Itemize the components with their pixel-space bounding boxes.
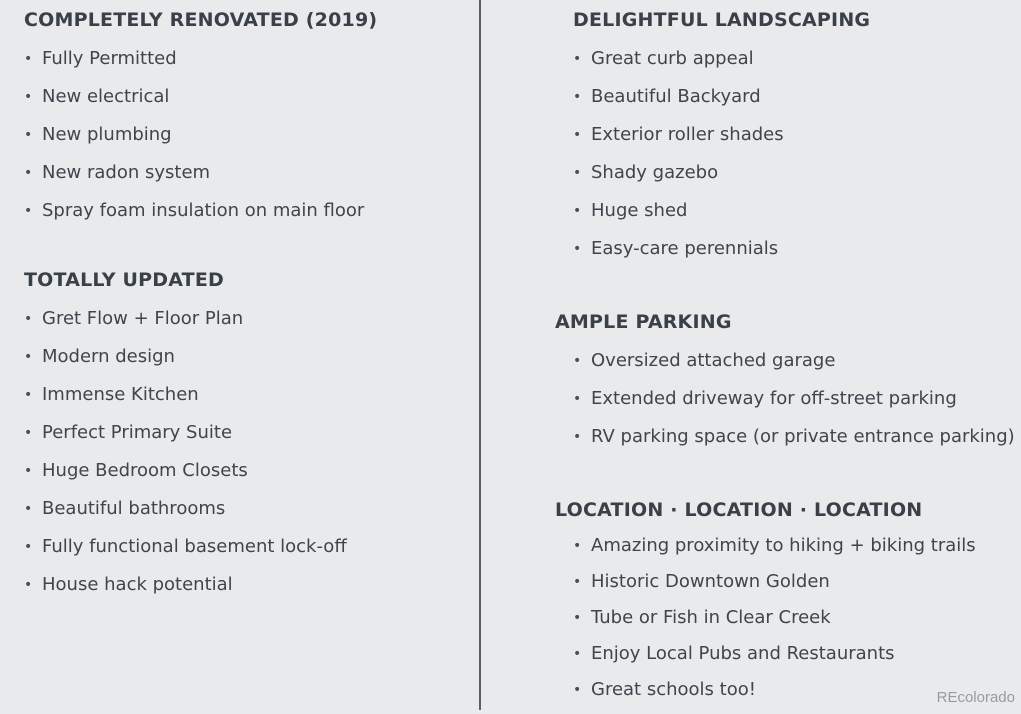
bullet-icon: • bbox=[573, 165, 582, 181]
list-item bbox=[573, 425, 1015, 449]
section-title: AMPLE PARKING bbox=[555, 311, 732, 333]
list-item bbox=[573, 47, 870, 71]
list-item-text: Great schools too! bbox=[591, 679, 756, 700]
list-item-text: Beautiful Backyard bbox=[591, 86, 761, 107]
feature-list bbox=[573, 349, 1015, 449]
list-item-text: Modern design bbox=[42, 346, 175, 367]
bullet-icon: • bbox=[24, 577, 33, 593]
section-totally-updated bbox=[24, 268, 347, 611]
section-title: TOTALLY UPDATED bbox=[24, 269, 224, 291]
section-title: COMPLETELY RENOVATED (2019) bbox=[24, 9, 378, 31]
list-item bbox=[24, 383, 347, 407]
bullet-icon: • bbox=[573, 391, 582, 407]
list-item-text: Spray foam insulation on main floor bbox=[42, 200, 365, 221]
list-item-text: Oversized attached garage bbox=[591, 350, 836, 371]
list-item bbox=[573, 387, 1015, 411]
bullet-icon: • bbox=[573, 51, 582, 67]
list-item-text: New electrical bbox=[42, 86, 170, 107]
bullet-icon: • bbox=[573, 610, 582, 626]
bullet-icon: • bbox=[24, 425, 33, 441]
bullet-icon: • bbox=[24, 203, 33, 219]
section-ample-parking bbox=[555, 310, 1015, 463]
list-item-text: Amazing proximity to hiking + biking trails bbox=[591, 535, 976, 556]
column-divider bbox=[479, 0, 481, 710]
section-location bbox=[555, 498, 976, 714]
list-item bbox=[573, 199, 870, 223]
list-item-text: Huge Bedroom Closets bbox=[42, 460, 248, 481]
list-item-text: RV parking space (or private entrance parking) bbox=[591, 426, 1015, 447]
bullet-icon: • bbox=[24, 51, 33, 67]
list-item-text: House hack potential bbox=[42, 574, 233, 595]
list-item-text: Easy-care perennials bbox=[591, 238, 779, 259]
list-item bbox=[24, 123, 377, 147]
bullet-icon: • bbox=[24, 501, 33, 517]
feature-list bbox=[24, 307, 347, 597]
bullet-icon: • bbox=[24, 349, 33, 365]
bullet-icon: • bbox=[24, 539, 33, 555]
list-item bbox=[24, 345, 347, 369]
list-item-text: Beautiful bathrooms bbox=[42, 498, 226, 519]
bullet-icon: • bbox=[573, 127, 582, 143]
section-completely-renovated bbox=[24, 8, 377, 237]
bullet-icon: • bbox=[24, 311, 33, 327]
list-item bbox=[24, 497, 347, 521]
bullet-icon: • bbox=[573, 538, 582, 554]
bullet-icon: • bbox=[24, 463, 33, 479]
list-item-text: Great curb appeal bbox=[591, 48, 754, 69]
section-title: DELIGHTFUL LANDSCAPING bbox=[573, 9, 871, 31]
bullet-icon: • bbox=[24, 89, 33, 105]
section-title: LOCATION · LOCATION · LOCATION bbox=[555, 499, 923, 521]
list-item bbox=[24, 459, 347, 483]
list-item bbox=[573, 237, 870, 261]
list-item bbox=[573, 534, 976, 558]
feature-list bbox=[573, 47, 870, 261]
list-item-text: Tube or Fish in Clear Creek bbox=[591, 607, 831, 628]
bullet-icon: • bbox=[573, 89, 582, 105]
list-item-text: Fully functional basement lock-off bbox=[42, 536, 347, 557]
list-item bbox=[24, 161, 377, 185]
list-item bbox=[573, 85, 870, 109]
list-item bbox=[24, 307, 347, 331]
list-item-text: Exterior roller shades bbox=[591, 124, 784, 145]
bullet-icon: • bbox=[573, 429, 582, 445]
bullet-icon: • bbox=[573, 203, 582, 219]
bullet-icon: • bbox=[573, 574, 582, 590]
bullet-icon: • bbox=[24, 165, 33, 181]
list-item bbox=[24, 535, 347, 559]
list-item bbox=[573, 642, 976, 666]
bullet-icon: • bbox=[573, 241, 582, 257]
list-item-text: New radon system bbox=[42, 162, 211, 183]
list-item-text: Extended driveway for off-street parking bbox=[591, 388, 957, 409]
list-item-text: Huge shed bbox=[591, 200, 688, 221]
list-item bbox=[24, 573, 347, 597]
list-item bbox=[573, 161, 870, 185]
bullet-icon: • bbox=[24, 127, 33, 143]
bullet-icon: • bbox=[573, 353, 582, 369]
list-item-text: Historic Downtown Golden bbox=[591, 571, 830, 592]
list-item-text: Perfect Primary Suite bbox=[42, 422, 233, 443]
list-item-text: Enjoy Local Pubs and Restaurants bbox=[591, 643, 895, 664]
feature-list bbox=[573, 534, 976, 702]
bullet-icon: • bbox=[24, 387, 33, 403]
list-item bbox=[24, 85, 377, 109]
list-item bbox=[24, 421, 347, 445]
list-item-text: Gret Flow + Floor Plan bbox=[42, 308, 244, 329]
feature-list bbox=[24, 47, 377, 223]
list-item-text: New plumbing bbox=[42, 124, 172, 145]
list-item-text: Shady gazebo bbox=[591, 162, 719, 183]
list-item bbox=[573, 678, 976, 702]
watermark-logo: REcolorado bbox=[936, 689, 1015, 706]
list-item bbox=[24, 47, 377, 71]
bullet-icon: • bbox=[573, 646, 582, 662]
section-delightful-landscaping bbox=[573, 8, 870, 275]
list-item bbox=[573, 123, 870, 147]
list-item bbox=[573, 606, 976, 630]
list-item-text: Fully Permitted bbox=[42, 48, 177, 69]
list-item-text: Immense Kitchen bbox=[42, 384, 199, 405]
list-item bbox=[24, 199, 377, 223]
list-item bbox=[573, 349, 1015, 373]
list-item bbox=[573, 570, 976, 594]
bullet-icon: • bbox=[573, 682, 582, 698]
